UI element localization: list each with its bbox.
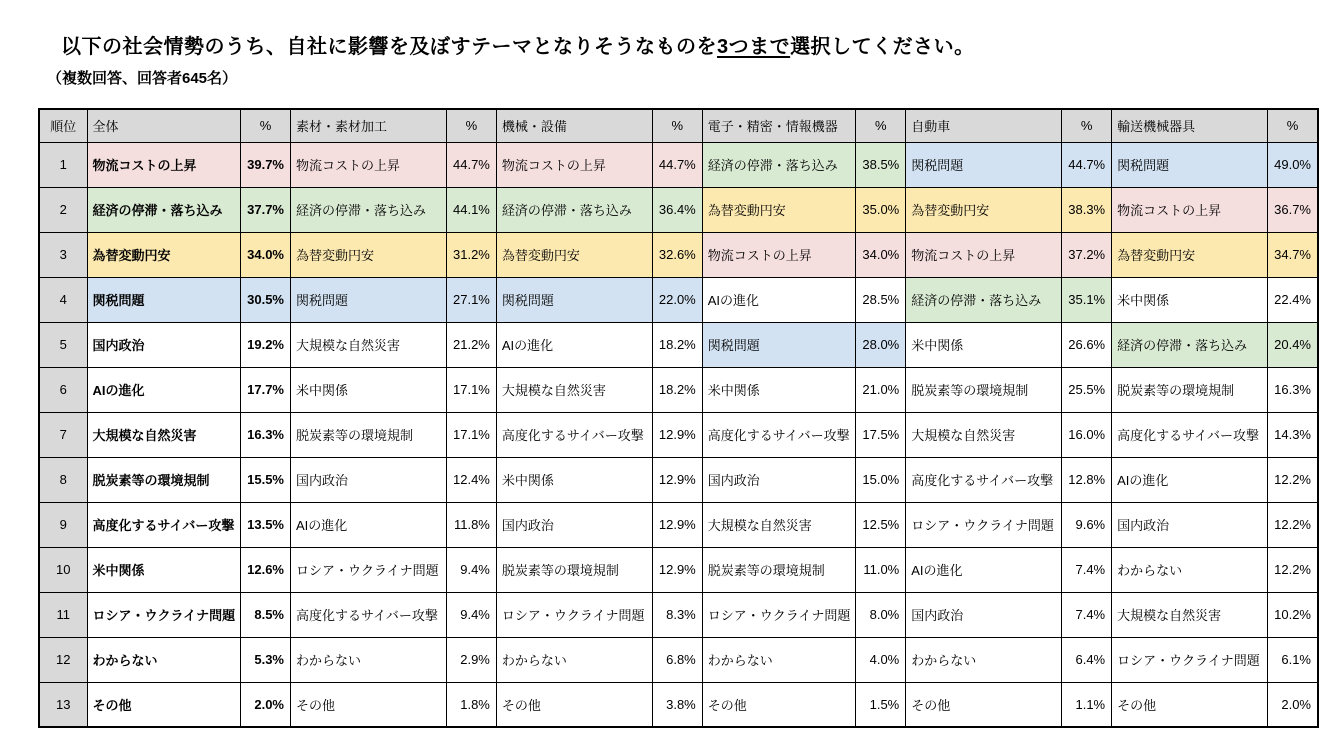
theme-cell: 為替変動円安 xyxy=(702,187,856,232)
percent-cell: 6.1% xyxy=(1268,637,1318,682)
percent-cell: 34.0% xyxy=(856,232,906,277)
theme-cell: 脱炭素等の環境規制 xyxy=(906,367,1062,412)
percent-cell: 14.3% xyxy=(1268,412,1318,457)
theme-cell: 国内政治 xyxy=(906,592,1062,637)
theme-cell: 米中関係 xyxy=(291,367,447,412)
theme-cell: 大規模な自然災害 xyxy=(291,322,447,367)
percent-cell: 35.1% xyxy=(1062,277,1112,322)
percent-cell: 19.2% xyxy=(241,322,291,367)
theme-cell: 関税問題 xyxy=(87,277,241,322)
theme-cell: 高度化するサイバー攻撃 xyxy=(291,592,447,637)
theme-cell: AIの進化 xyxy=(1112,457,1268,502)
page-title-pre: 以下の社会情勢のうち、自社に影響を及ぼすテーマとなりそうなものを xyxy=(61,36,717,58)
theme-cell: 国内政治 xyxy=(1112,502,1268,547)
percent-cell: 34.0% xyxy=(241,232,291,277)
percent-cell: 44.7% xyxy=(652,142,702,187)
rank-cell: 2 xyxy=(39,187,87,232)
theme-cell: 国内政治 xyxy=(496,502,652,547)
percent-cell: 5.3% xyxy=(241,637,291,682)
percent-cell: 8.5% xyxy=(241,592,291,637)
percent-cell: 12.2% xyxy=(1268,457,1318,502)
rank-cell: 10 xyxy=(39,547,87,592)
theme-cell: 経済の停滞・落ち込み xyxy=(906,277,1062,322)
percent-cell: 27.1% xyxy=(447,277,497,322)
theme-cell: ロシア・ウクライナ問題 xyxy=(906,502,1062,547)
percent-cell: 16.0% xyxy=(1062,412,1112,457)
theme-cell: 経済の停滞・落ち込み xyxy=(702,142,856,187)
theme-cell: 米中関係 xyxy=(906,322,1062,367)
percent-cell: 12.9% xyxy=(652,502,702,547)
percent-cell: 2.0% xyxy=(241,682,291,727)
percent-cell: 12.2% xyxy=(1268,547,1318,592)
theme-cell: ロシア・ウクライナ問題 xyxy=(702,592,856,637)
percent-cell: 18.2% xyxy=(652,367,702,412)
percent-cell: 12.8% xyxy=(1062,457,1112,502)
theme-cell: 高度化するサイバー攻撃 xyxy=(702,412,856,457)
percent-cell: 37.2% xyxy=(1062,232,1112,277)
rank-header: 順位 xyxy=(39,109,87,142)
theme-cell: わからない xyxy=(906,637,1062,682)
table-row xyxy=(39,142,1318,187)
theme-cell: 物流コストの上昇 xyxy=(702,232,856,277)
rank-cell: 11 xyxy=(39,592,87,637)
page-subtitle: （複数回答、回答者645名） xyxy=(47,70,238,87)
table-row xyxy=(39,637,1318,682)
column-header-5: 輸送機械器具 xyxy=(1112,109,1268,142)
theme-cell: 脱炭素等の環境規制 xyxy=(291,412,447,457)
theme-cell: その他 xyxy=(1112,682,1268,727)
table-body xyxy=(39,142,1318,727)
theme-cell: AIの進化 xyxy=(496,322,652,367)
theme-cell: 為替変動円安 xyxy=(1112,232,1268,277)
theme-cell: その他 xyxy=(906,682,1062,727)
table-row xyxy=(39,412,1318,457)
theme-cell: 大規模な自然災害 xyxy=(496,367,652,412)
theme-cell: 関税問題 xyxy=(702,322,856,367)
percent-cell: 12.4% xyxy=(447,457,497,502)
percent-cell: 44.1% xyxy=(447,187,497,232)
theme-cell: 高度化するサイバー攻撃 xyxy=(1112,412,1268,457)
table-row xyxy=(39,367,1318,412)
theme-cell: 国内政治 xyxy=(87,322,241,367)
percent-cell: 8.0% xyxy=(856,592,906,637)
theme-cell: 米中関係 xyxy=(1112,277,1268,322)
percent-cell: 25.5% xyxy=(1062,367,1112,412)
percent-cell: 15.5% xyxy=(241,457,291,502)
theme-cell: 為替変動円安 xyxy=(291,232,447,277)
theme-cell: 脱炭素等の環境規制 xyxy=(702,547,856,592)
table-row xyxy=(39,682,1318,727)
percent-cell: 36.7% xyxy=(1268,187,1318,232)
percent-cell: 1.5% xyxy=(856,682,906,727)
theme-cell: わからない xyxy=(1112,547,1268,592)
theme-cell: 関税問題 xyxy=(291,277,447,322)
percent-cell: 9.4% xyxy=(447,547,497,592)
percent-cell: 1.1% xyxy=(1062,682,1112,727)
theme-cell: 経済の停滞・落ち込み xyxy=(291,187,447,232)
theme-cell: 経済の停滞・落ち込み xyxy=(87,187,241,232)
percent-cell: 7.4% xyxy=(1062,592,1112,637)
percent-cell: 8.3% xyxy=(652,592,702,637)
percent-cell: 38.3% xyxy=(1062,187,1112,232)
theme-cell: その他 xyxy=(87,682,241,727)
theme-cell: 為替変動円安 xyxy=(906,187,1062,232)
percent-cell: 28.5% xyxy=(856,277,906,322)
percent-cell: 31.2% xyxy=(447,232,497,277)
percent-cell: 7.4% xyxy=(1062,547,1112,592)
percent-cell: 2.9% xyxy=(447,637,497,682)
column-header-3: 電子・精密・情報機器 xyxy=(702,109,856,142)
theme-cell: 関税問題 xyxy=(906,142,1062,187)
column-header-4: 自動車 xyxy=(906,109,1062,142)
theme-cell: わからない xyxy=(291,637,447,682)
percent-cell: 16.3% xyxy=(241,412,291,457)
percent-cell: 9.6% xyxy=(1062,502,1112,547)
theme-cell: 大規模な自然災害 xyxy=(702,502,856,547)
theme-cell: 米中関係 xyxy=(87,547,241,592)
percent-cell: 28.0% xyxy=(856,322,906,367)
theme-cell: ロシア・ウクライナ問題 xyxy=(87,592,241,637)
table-row xyxy=(39,232,1318,277)
percent-cell: 12.9% xyxy=(652,457,702,502)
theme-cell: わからない xyxy=(87,637,241,682)
theme-cell: ロシア・ウクライナ問題 xyxy=(496,592,652,637)
page-title-underlined: 3つまで xyxy=(717,36,791,58)
theme-cell: わからない xyxy=(702,637,856,682)
theme-cell: わからない xyxy=(496,637,652,682)
theme-cell: 米中関係 xyxy=(496,457,652,502)
table-row xyxy=(39,547,1318,592)
percent-cell: 4.0% xyxy=(856,637,906,682)
percent-cell: 2.0% xyxy=(1268,682,1318,727)
theme-cell: 為替変動円安 xyxy=(496,232,652,277)
percent-cell: 18.2% xyxy=(652,322,702,367)
percent-cell: 22.0% xyxy=(652,277,702,322)
page-title-post: 選択してください。 xyxy=(790,36,975,58)
percent-cell: 15.0% xyxy=(856,457,906,502)
percent-cell: 1.8% xyxy=(447,682,497,727)
theme-cell: 米中関係 xyxy=(702,367,856,412)
percent-cell: 17.7% xyxy=(241,367,291,412)
theme-cell: 関税問題 xyxy=(1112,142,1268,187)
theme-cell: AIの進化 xyxy=(87,367,241,412)
rank-cell: 6 xyxy=(39,367,87,412)
theme-cell: AIの進化 xyxy=(702,277,856,322)
percent-cell: 21.2% xyxy=(447,322,497,367)
theme-cell: その他 xyxy=(496,682,652,727)
rank-cell: 4 xyxy=(39,277,87,322)
rank-cell: 12 xyxy=(39,637,87,682)
percent-cell: 17.1% xyxy=(447,412,497,457)
percent-header: % xyxy=(447,109,497,142)
percent-cell: 12.6% xyxy=(241,547,291,592)
percent-cell: 3.8% xyxy=(652,682,702,727)
percent-header: % xyxy=(856,109,906,142)
theme-cell: その他 xyxy=(702,682,856,727)
theme-cell: その他 xyxy=(291,682,447,727)
percent-cell: 11.0% xyxy=(856,547,906,592)
percent-cell: 12.2% xyxy=(1268,502,1318,547)
percent-cell: 11.8% xyxy=(447,502,497,547)
rank-cell: 5 xyxy=(39,322,87,367)
percent-cell: 44.7% xyxy=(447,142,497,187)
percent-cell: 12.9% xyxy=(652,547,702,592)
column-header-2: 機械・設備 xyxy=(496,109,652,142)
column-header-0: 全体 xyxy=(87,109,241,142)
rank-cell: 1 xyxy=(39,142,87,187)
theme-cell: 高度化するサイバー攻撃 xyxy=(87,502,241,547)
table-row xyxy=(39,457,1318,502)
percent-cell: 49.0% xyxy=(1268,142,1318,187)
percent-cell: 9.4% xyxy=(447,592,497,637)
percent-cell: 30.5% xyxy=(241,277,291,322)
survey-results-table xyxy=(38,108,1319,728)
percent-cell: 13.5% xyxy=(241,502,291,547)
percent-header: % xyxy=(652,109,702,142)
percent-cell: 44.7% xyxy=(1062,142,1112,187)
header-row xyxy=(39,109,1318,142)
theme-cell: 物流コストの上昇 xyxy=(87,142,241,187)
theme-cell: ロシア・ウクライナ問題 xyxy=(291,547,447,592)
rank-cell: 8 xyxy=(39,457,87,502)
table-row xyxy=(39,592,1318,637)
theme-cell: ロシア・ウクライナ問題 xyxy=(1112,637,1268,682)
theme-cell: 為替変動円安 xyxy=(87,232,241,277)
rank-cell: 7 xyxy=(39,412,87,457)
percent-cell: 39.7% xyxy=(241,142,291,187)
rank-cell: 9 xyxy=(39,502,87,547)
percent-cell: 6.4% xyxy=(1062,637,1112,682)
theme-cell: AIの進化 xyxy=(906,547,1062,592)
theme-cell: 物流コストの上昇 xyxy=(1112,187,1268,232)
percent-header: % xyxy=(1062,109,1112,142)
percent-cell: 35.0% xyxy=(856,187,906,232)
theme-cell: AIの進化 xyxy=(291,502,447,547)
theme-cell: 物流コストの上昇 xyxy=(291,142,447,187)
percent-cell: 21.0% xyxy=(856,367,906,412)
percent-cell: 36.4% xyxy=(652,187,702,232)
percent-cell: 32.6% xyxy=(652,232,702,277)
theme-cell: 国内政治 xyxy=(291,457,447,502)
table-row xyxy=(39,322,1318,367)
page-title xyxy=(61,30,975,59)
rank-cell: 3 xyxy=(39,232,87,277)
theme-cell: 関税問題 xyxy=(496,277,652,322)
percent-cell: 38.5% xyxy=(856,142,906,187)
table-row xyxy=(39,277,1318,322)
theme-cell: 物流コストの上昇 xyxy=(906,232,1062,277)
percent-cell: 16.3% xyxy=(1268,367,1318,412)
percent-cell: 17.1% xyxy=(447,367,497,412)
table-row xyxy=(39,502,1318,547)
percent-cell: 34.7% xyxy=(1268,232,1318,277)
column-header-1: 素材・素材加工 xyxy=(291,109,447,142)
theme-cell: 大規模な自然災害 xyxy=(1112,592,1268,637)
percent-cell: 17.5% xyxy=(856,412,906,457)
theme-cell: 高度化するサイバー攻撃 xyxy=(906,457,1062,502)
theme-cell: 物流コストの上昇 xyxy=(496,142,652,187)
percent-cell: 20.4% xyxy=(1268,322,1318,367)
theme-cell: 経済の停滞・落ち込み xyxy=(496,187,652,232)
table-row xyxy=(39,187,1318,232)
theme-cell: 脱炭素等の環境規制 xyxy=(496,547,652,592)
theme-cell: 国内政治 xyxy=(702,457,856,502)
percent-cell: 26.6% xyxy=(1062,322,1112,367)
percent-cell: 6.8% xyxy=(652,637,702,682)
table-header xyxy=(39,109,1318,142)
theme-cell: 経済の停滞・落ち込み xyxy=(1112,322,1268,367)
percent-cell: 22.4% xyxy=(1268,277,1318,322)
percent-header: % xyxy=(1268,109,1318,142)
percent-cell: 37.7% xyxy=(241,187,291,232)
theme-cell: 脱炭素等の環境規制 xyxy=(1112,367,1268,412)
percent-cell: 12.5% xyxy=(856,502,906,547)
percent-cell: 10.2% xyxy=(1268,592,1318,637)
theme-cell: 大規模な自然災害 xyxy=(87,412,241,457)
percent-header: % xyxy=(241,109,291,142)
theme-cell: 高度化するサイバー攻撃 xyxy=(496,412,652,457)
percent-cell: 12.9% xyxy=(652,412,702,457)
theme-cell: 脱炭素等の環境規制 xyxy=(87,457,241,502)
rank-cell: 13 xyxy=(39,682,87,727)
theme-cell: 大規模な自然災害 xyxy=(906,412,1062,457)
